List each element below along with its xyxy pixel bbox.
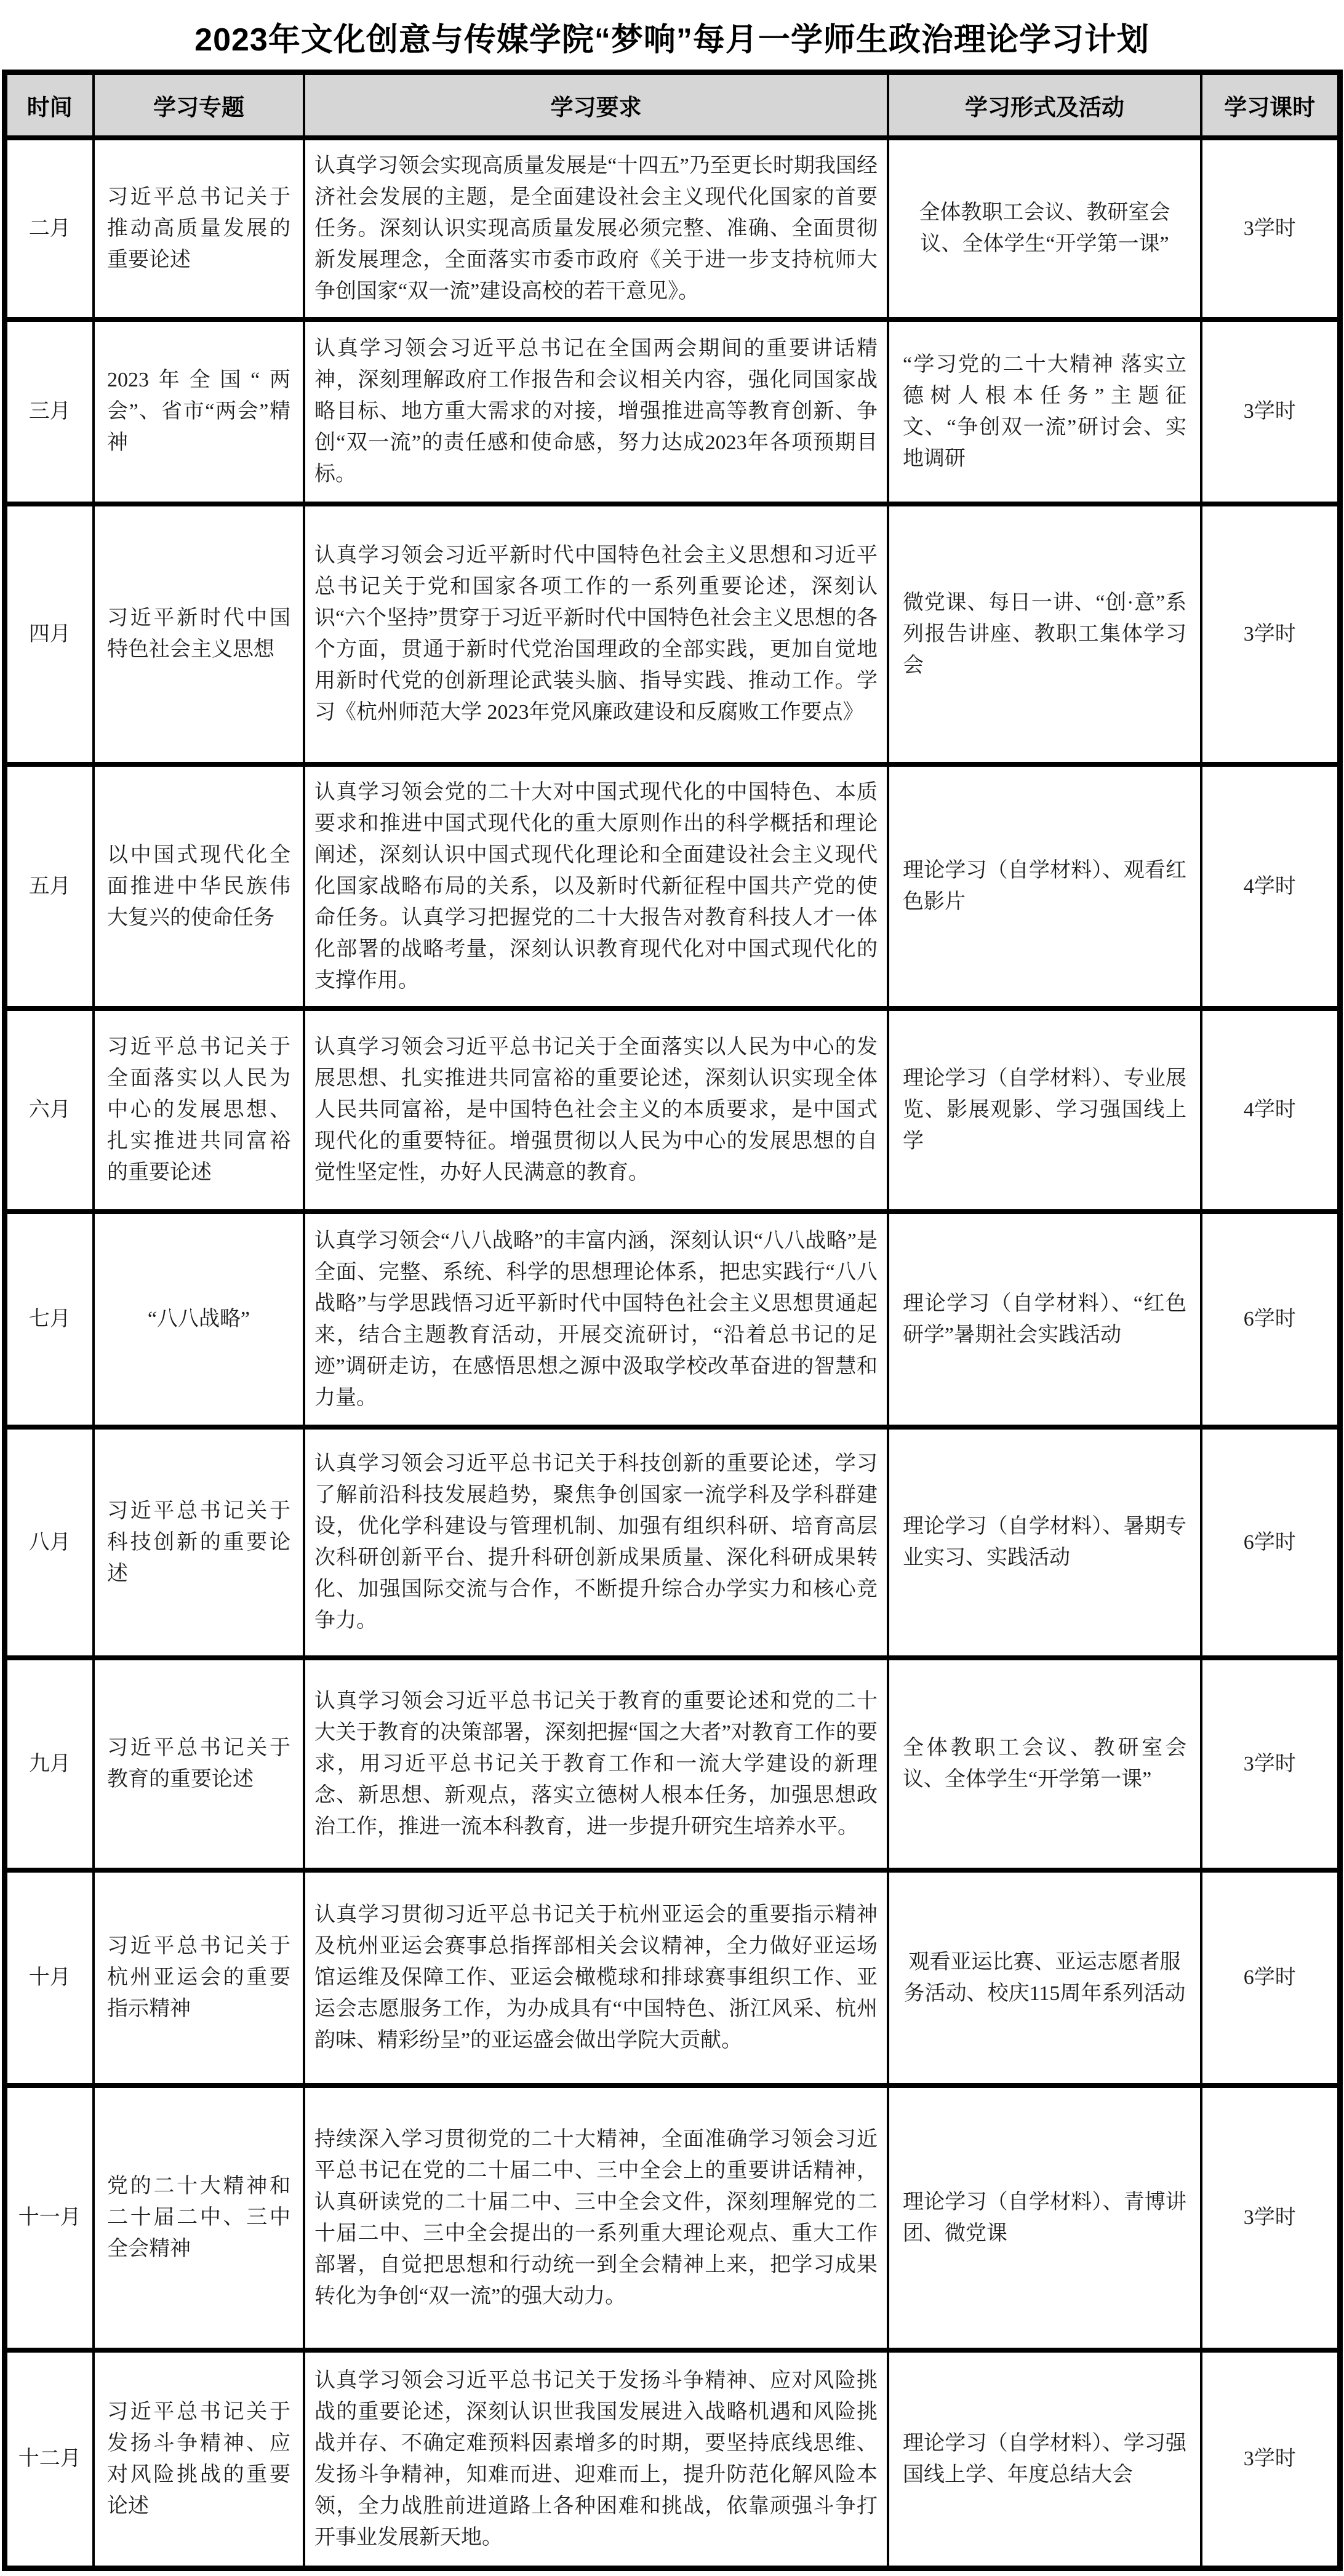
cell-month: 七月 [4,1212,94,1427]
cell-month: 十一月 [4,2086,94,2350]
cell-requirements: 认真学习领会习近平总书记关于科技创新的重要论述，学习了解前沿科技发展趋势，聚焦争创国家一流学科及学科群建设，优化学科建设与管理机制、加强有组织科研、培育高层次科研创新平台、提升科研创新成果质量、深化科研成果转化、加强国际交流与合作，不断提升综合办学实力和核心竞争力。 [304,1427,888,1658]
cell-topic: 习近平总书记关于科技创新的重要论述 [94,1427,304,1658]
cell-requirements: 认真学习领会党的二十大对中国式现代化的中国特色、本质要求和推进中国式现代化的重大原则作出的科学概括和理论阐述，深刻认识中国式现代化理论和全面建设社会主义现代化国家战略布局的关系，以及新时代新征程中国共产党的使命任务。认真学习把握党的二十大报告对教育科技人才一体化部署的战略考量，深刻认识教育现代化对中国式现代化的支撑作用。 [304,764,888,1009]
table-row [4,2086,1340,2350]
column-header-time: 时间 [4,73,94,138]
cell-activities: 理论学习（自学材料）、专业展览、影展观影、学习强国线上学 [888,1009,1201,1212]
column-header-topic: 学习专题 [94,73,304,138]
cell-hours: 6学时 [1201,1212,1340,1427]
cell-requirements: 认真学习领会实现高质量发展是“十四五”乃至更长时期我国经济社会发展的主题，是全面建设社会主义现代化国家的首要任务。深刻认识实现高质量发展必须完整、准确、全面贯彻新发展理念，全面落实市委市政府《关于进一步支持杭师大争创国家“双一流”建设高校的若干意见》。 [304,138,888,319]
cell-requirements: 认真学习领会习近平新时代中国特色社会主义思想和习近平总书记关于党和国家各项工作的一系列重要论述，深刻认识“六个坚持”贯穿于习近平新时代中国特色社会主义思想的各个方面，贯通于新时代党治国理政的全部实践，更加自觉地用新时代党的创新理论武装头脑、指导实践、推动工作。学习《杭州师范大学 2023年党风廉政建设和反腐败工作要点》 [304,504,888,764]
table-row [4,1212,1340,1427]
cell-hours: 3学时 [1201,504,1340,764]
cell-topic: 习近平新时代中国特色社会主义思想 [94,504,304,764]
cell-topic: 2023年全国“两会”、省市“两会”精神 [94,319,304,504]
cell-month: 十二月 [4,2350,94,2569]
cell-hours: 6学时 [1201,1870,1340,2086]
column-header-requirements: 学习要求 [304,73,888,138]
cell-month: 十月 [4,1870,94,2086]
cell-hours: 3学时 [1201,1658,1340,1870]
cell-requirements: 认真学习领会习近平总书记关于发扬斗争精神、应对风险挑战的重要论述，深刻认识世我国发展进入战略机遇和风险挑战并存、不确定难预料因素增多的时期，要坚持底线思维、发扬斗争精神，知难而进、迎难而上，提升防范化解风险本领，全力战胜前进道路上各种困难和挑战，依靠顽强斗争打开事业发展新天地。 [304,2350,888,2569]
table-row [4,1870,1340,2086]
table-row [4,1427,1340,1658]
table-row [4,2350,1340,2569]
cell-hours: 4学时 [1201,1009,1340,1212]
table-row [4,319,1340,504]
cell-requirements: 认真学习领会“八八战略”的丰富内涵，深刻认识“八八战略”是全面、完整、系统、科学的思想理论体系，把忠实践行“八八战略”与学思践悟习近平新时代中国特色社会主义思想贯通起来，结合主题教育活动，开展交流研讨，“沿着总书记的足迹”调研走访，在感悟思想之源中汲取学校改革奋进的智慧和力量。 [304,1212,888,1427]
cell-requirements: 认真学习领会习近平总书记关于全面落实以人民为中心的发展思想、扎实推进共同富裕的重要论述，深刻认识实现全体人民共同富裕，是中国特色社会主义的本质要求，是中国式现代化的重要特征。增强贯彻以人民为中心的发展思想的自觉性坚定性，办好人民满意的教育。 [304,1009,888,1212]
cell-month: 四月 [4,504,94,764]
cell-hours: 3学时 [1201,319,1340,504]
column-header-activities: 学习形式及活动 [888,73,1201,138]
table-row [4,1009,1340,1212]
cell-requirements: 持续深入学习贯彻党的二十大精神，全面准确学习领会习近平总书记在党的二十届二中、三中全会上的重要讲话精神，认真研读党的二十届二中、三中全会文件，深刻理解党的二十届二中、三中全会提出的一系列重大理论观点、重大工作部署，自觉把思想和行动统一到全会精神上来，把学习成果转化为争创“双一流”的强大动力。 [304,2086,888,2350]
cell-hours: 3学时 [1201,138,1340,319]
cell-topic: 习近平总书记关于杭州亚运会的重要指示精神 [94,1870,304,2086]
table-row [4,764,1340,1009]
cell-activities: “学习党的二十大精神 落实立德树人根本任务”主题征文、“争创双一流”研讨会、实地调研 [888,319,1201,504]
cell-hours: 3学时 [1201,2350,1340,2569]
cell-topic: 习近平总书记关于教育的重要论述 [94,1658,304,1870]
cell-month: 六月 [4,1009,94,1212]
table-row [4,504,1340,764]
header-row [4,73,1340,138]
table-header [4,73,1340,138]
cell-activities: 全体教职工会议、教研室会议、全体学生“开学第一课” [888,1658,1201,1870]
cell-activities: 观看亚运比赛、亚运志愿者服务活动、校庆115周年系列活动 [888,1870,1201,2086]
cell-month: 三月 [4,319,94,504]
cell-activities: 理论学习（自学材料）、观看红色影片 [888,764,1201,1009]
cell-topic: 习近平总书记关于全面落实以人民为中心的发展思想、扎实推进共同富裕的重要论述 [94,1009,304,1212]
plan-table-body [4,138,1340,2569]
cell-requirements: 认真学习领会习近平总书记关于教育的重要论述和党的二十大关于教育的决策部署，深刻把握“国之大者”对教育工作的要求，用习近平总书记关于教育工作和一流大学建设的新理念、新思想、新观点，落实立德树人根本任务，加强思想政治工作，推进一流本科教育，进一步提升研究生培养水平。 [304,1658,888,1870]
cell-activities: 理论学习（自学材料）、“红色研学”暑期社会实践活动 [888,1212,1201,1427]
cell-topic: 以中国式现代化全面推进中华民族伟大复兴的使命任务 [94,764,304,1009]
cell-month: 九月 [4,1658,94,1870]
cell-topic: 习近平总书记关于发扬斗争精神、应对风险挑战的重要论述 [94,2350,304,2569]
cell-activities: 全体教职工会议、教研室会议、全体学生“开学第一课” [888,138,1201,319]
table-row [4,1658,1340,1870]
cell-topic: 党的二十大精神和二十届二中、三中全会精神 [94,2086,304,2350]
cell-hours: 4学时 [1201,764,1340,1009]
cell-activities: 理论学习（自学材料）、青博讲团、微党课 [888,2086,1201,2350]
table-row [4,138,1340,319]
cell-hours: 6学时 [1201,1427,1340,1658]
cell-topic: “八八战略” [94,1212,304,1427]
cell-requirements: 认真学习领会习近平总书记在全国两会期间的重要讲话精神，深刻理解政府工作报告和会议相关内容，强化同国家战略目标、地方重大需求的对接，增强推进高等教育创新、争创“双一流”的责任感和使命感，努力达成2023年各项预期目标。 [304,319,888,504]
study-plan-table [2,70,1343,2571]
column-header-hours: 学习课时 [1201,73,1340,138]
cell-hours: 3学时 [1201,2086,1340,2350]
cell-month: 八月 [4,1427,94,1658]
cell-activities: 理论学习（自学材料）、学习强国线上学、年度总结大会 [888,2350,1201,2569]
cell-month: 五月 [4,764,94,1009]
cell-month: 二月 [4,138,94,319]
page-title: 2023年文化创意与传媒学院“梦响”每月一学师生政治理论学习计划 [194,22,1150,58]
cell-requirements: 认真学习贯彻习近平总书记关于杭州亚运会的重要指示精神及杭州亚运会赛事总指挥部相关会议精神，全力做好亚运场馆运维及保障工作、亚运会橄榄球和排球赛事组织工作、亚运会志愿服务工作，为办成具有“中国特色、浙江风采、杭州韵味、精彩纷呈”的亚运盛会做出学院大贡献。 [304,1870,888,2086]
cell-topic: 习近平总书记关于推动高质量发展的重要论述 [94,138,304,319]
cell-activities: 理论学习（自学材料）、暑期专业实习、实践活动 [888,1427,1201,1658]
cell-activities: 微党课、每日一讲、“创·意”系列报告讲座、教职工集体学习会 [888,504,1201,764]
